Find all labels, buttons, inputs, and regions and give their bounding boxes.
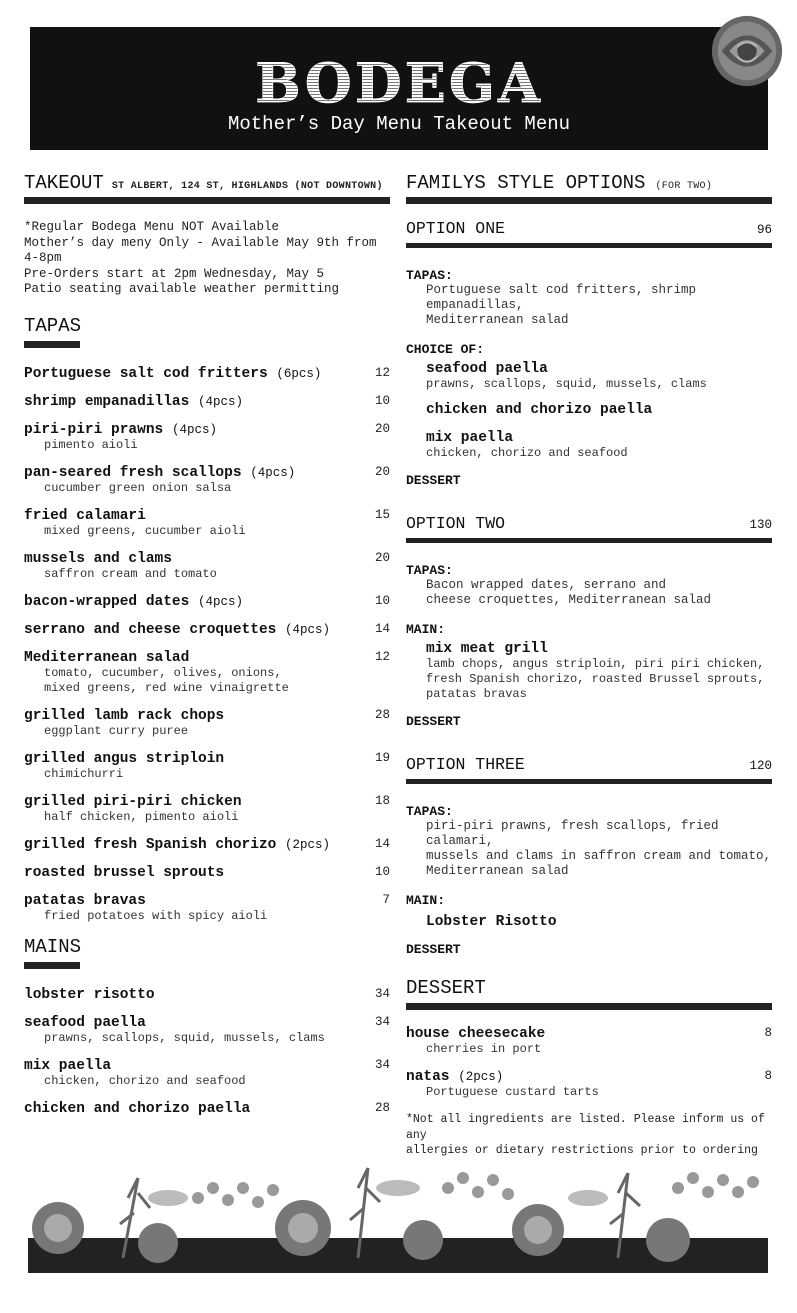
item-name <box>24 1058 390 1074</box>
option-three-main <box>406 914 772 930</box>
note-line: Mother’s day meny Only - Available May 9th from 4-8pm <box>24 235 377 265</box>
takeout-notes <box>24 220 390 298</box>
item-price: 7 <box>382 892 390 907</box>
option-three-tapas <box>406 819 772 879</box>
item-price: 34 <box>374 1014 390 1029</box>
family-note: (FOR TWO) <box>655 181 713 192</box>
item-price: 10 <box>374 593 390 608</box>
menu-item <box>24 751 390 782</box>
item-price: 8 <box>764 1026 772 1040</box>
item-name-text: grilled piri-piri chicken <box>24 793 242 810</box>
text-line: lamb chops, angus striploin, piri piri chicken, <box>426 657 765 671</box>
item-desc: Portuguese custard tarts <box>426 1085 599 1099</box>
item-name <box>24 708 390 724</box>
tapas-label: TAPAS: <box>406 804 453 819</box>
item-name-text: natas <box>406 1069 450 1085</box>
item-price: 10 <box>374 864 390 879</box>
menu-item <box>406 1069 772 1100</box>
text-line: Portuguese salt cod fritters, shrimp empanadillas, <box>426 283 697 312</box>
item-price: 34 <box>374 1057 390 1072</box>
text-line: Mediterranean salad <box>426 313 569 327</box>
takeout-locations: ST ALBERT, 124 ST, HIGHLANDS (NOT DOWNTOWN) <box>111 181 383 192</box>
option-one-heading <box>406 219 772 238</box>
option-one-price: 96 <box>756 223 772 237</box>
item-price: 20 <box>374 550 390 565</box>
main-label: MAIN: <box>406 622 446 637</box>
menu-subtitle: Mother’s Day Menu Takeout Menu <box>227 113 571 135</box>
item-qty: (2pcs) <box>285 837 331 852</box>
item-name-text: piri-piri prawns <box>24 421 164 438</box>
item-name-text: mix paella <box>24 1057 112 1074</box>
note-line: Patio seating available weather permitting <box>24 282 340 296</box>
item-price: 28 <box>374 1100 390 1115</box>
menu-item <box>24 865 390 881</box>
item-desc: eggplant curry puree <box>44 723 189 738</box>
item-qty: (4pcs) <box>285 622 331 637</box>
dessert-label: DESSERT <box>406 473 461 488</box>
item-name <box>24 794 390 810</box>
choice-name: chicken and chorizo paella <box>426 402 653 418</box>
item-desc: cherries in port <box>426 1042 542 1056</box>
menu-item <box>24 551 390 582</box>
item-name <box>24 1015 390 1031</box>
item-name <box>24 551 390 567</box>
menu-item <box>24 1015 390 1046</box>
divider <box>406 243 772 248</box>
item-price: 18 <box>374 793 390 808</box>
item-name <box>24 987 390 1003</box>
option-one-tapas <box>406 283 772 328</box>
item-name <box>24 394 390 410</box>
item-name-text: seafood paella <box>24 1014 146 1031</box>
item-qty: (2pcs) <box>458 1070 504 1084</box>
item-name <box>24 465 390 481</box>
dessert-title: DESSERT <box>406 977 486 999</box>
item-desc: prawns, scallops, squid, mussels, clams <box>44 1030 325 1045</box>
item-name <box>24 893 390 909</box>
divider <box>406 197 772 204</box>
left-column <box>24 172 390 1129</box>
item-name-text: serrano and cheese croquettes <box>24 621 277 638</box>
text-line: piri-piri prawns, fresh scallops, fried calamari, <box>426 819 719 848</box>
item-desc: chimichurri <box>44 766 124 781</box>
option-one-choices <box>406 361 772 461</box>
note-line: Pre-Orders start at 2pm Wednesday, May 5 <box>24 266 325 281</box>
item-name-text: bacon-wrapped dates <box>24 593 190 610</box>
floral-border <box>28 1158 768 1273</box>
menu-item <box>24 794 390 825</box>
divider <box>24 341 80 348</box>
item-name <box>406 1026 772 1042</box>
item-name <box>24 751 390 767</box>
tapas-label: TAPAS: <box>406 268 453 283</box>
item-desc: saffron cream and tomato <box>44 566 217 581</box>
right-column <box>406 172 772 1159</box>
item-price: 12 <box>374 365 390 380</box>
option-three-title: OPTION THREE <box>406 755 525 774</box>
item-desc: cucumber green onion salsa <box>44 480 232 495</box>
item-price: 12 <box>374 649 390 664</box>
dessert-label: DESSERT <box>406 714 461 729</box>
tapas-label: TAPAS: <box>406 563 453 578</box>
divider <box>406 1003 772 1010</box>
item-name-text: grilled lamb rack chops <box>24 707 225 724</box>
rose-icon <box>708 12 786 90</box>
divider <box>24 962 80 969</box>
menu-item <box>24 594 390 610</box>
note-line: *Regular Bodega Menu NOT Available <box>24 220 280 234</box>
item-desc: fried potatoes with spicy aioli <box>44 908 268 923</box>
family-title: FAMILYS STYLE OPTIONS <box>406 172 646 194</box>
item-desc: mixed greens, cucumber aioli <box>44 523 246 538</box>
text-line: patatas bravas <box>426 687 527 701</box>
item-price: 20 <box>374 464 390 479</box>
option-two-price: 130 <box>749 518 772 532</box>
text-line: Bacon wrapped dates, serrano and <box>426 578 667 592</box>
divider <box>24 197 390 204</box>
menu-item <box>24 893 390 924</box>
item-name <box>24 1101 390 1117</box>
option-three-heading <box>406 755 772 774</box>
option-two-tapas <box>406 578 772 608</box>
text-line: *Not all ingredients are listed. Please inform us of any <box>406 1113 765 1142</box>
item-price: 14 <box>374 836 390 851</box>
menu-item <box>24 708 390 739</box>
item-desc: mixed greens, red wine vinaigrette <box>44 680 289 695</box>
choice-name: mix paella <box>426 430 514 446</box>
item-name-text: roasted brussel sprouts <box>24 864 225 881</box>
item-price: 19 <box>374 750 390 765</box>
menu-item <box>24 1101 390 1117</box>
menu-item <box>24 837 390 853</box>
item-name <box>406 1069 772 1085</box>
item-name-text: Mediterranean salad <box>24 649 190 666</box>
item-desc: tomato, cucumber, olives, onions, <box>44 665 282 680</box>
item-desc: chicken, chorizo and seafood <box>44 1073 246 1088</box>
menu-item <box>24 422 390 453</box>
item-price: 10 <box>374 393 390 408</box>
item-price: 34 <box>374 986 390 1001</box>
main-desc <box>426 657 772 702</box>
item-name <box>24 422 390 438</box>
choice-name: seafood paella <box>426 361 548 377</box>
menu-item <box>24 1058 390 1089</box>
item-name-text: patatas bravas <box>24 892 146 909</box>
item-name-text: lobster risotto <box>24 986 155 1003</box>
item-name <box>24 594 390 610</box>
option-one-title: OPTION ONE <box>406 219 506 238</box>
item-name-text: chicken and chorizo paella <box>24 1100 251 1117</box>
text-line: Mediterranean salad <box>426 864 569 878</box>
menu-item <box>406 1026 772 1057</box>
item-desc: half chicken, pimento aioli <box>44 809 239 824</box>
family-heading <box>406 172 772 194</box>
tapas-title: TAPAS <box>24 314 82 337</box>
option-three-price: 120 <box>749 759 772 773</box>
item-name <box>24 837 390 853</box>
brand-logo: BODEGA <box>30 51 768 115</box>
item-price: 28 <box>374 707 390 722</box>
text-line: cheese croquettes, Mediterranean salad <box>426 593 712 607</box>
takeout-title: TAKEOUT <box>24 172 104 194</box>
menu-item <box>24 622 390 638</box>
text-line: allergies or dietary restrictions prior to ordering <box>406 1144 758 1157</box>
text-line: fresh Spanish chorizo, roasted Brussel sprouts, <box>426 672 765 686</box>
item-name-text: house cheesecake <box>406 1026 546 1042</box>
item-price: 14 <box>374 621 390 636</box>
item-name <box>24 622 390 638</box>
option-two-title: OPTION TWO <box>406 514 506 533</box>
item-name-text: fried calamari <box>24 507 146 524</box>
mains-title: MAINS <box>24 935 82 958</box>
item-price: 20 <box>374 421 390 436</box>
item-qty: (4pcs) <box>171 422 217 437</box>
menu-item <box>24 366 390 382</box>
main-name: Lobster Risotto <box>426 914 557 930</box>
menu-item <box>24 394 390 410</box>
item-qty: (4pcs) <box>198 394 244 409</box>
option-two-heading <box>406 514 772 533</box>
item-name-text: grilled fresh Spanish chorizo <box>24 836 277 853</box>
choice-desc: chicken, chorizo and seafood <box>426 446 628 460</box>
divider <box>406 538 772 543</box>
text-line: mussels and clams in saffron cream and tomato, <box>426 849 772 863</box>
item-name-text: grilled angus striploin <box>24 750 225 767</box>
item-qty: (4pcs) <box>198 594 244 609</box>
item-qty: (4pcs) <box>250 465 296 480</box>
dessert-list <box>406 1026 772 1100</box>
menu-item <box>24 650 390 696</box>
item-price: 8 <box>764 1069 772 1083</box>
main-label: MAIN: <box>406 893 446 908</box>
disclaimer <box>406 1112 772 1159</box>
item-price: 15 <box>374 507 390 522</box>
item-name <box>24 508 390 524</box>
item-name <box>24 366 390 382</box>
menu-item <box>24 987 390 1003</box>
option-two-main <box>406 641 772 702</box>
choice-desc: prawns, scallops, squid, mussels, clams <box>426 377 707 391</box>
header-banner <box>30 27 768 150</box>
item-name-text: mussels and clams <box>24 550 172 567</box>
item-qty: (6pcs) <box>276 366 322 381</box>
item-name-text: shrimp empanadillas <box>24 393 190 410</box>
mains-list <box>24 987 390 1117</box>
item-name-text: pan-seared fresh scallops <box>24 464 242 481</box>
menu-item <box>24 465 390 496</box>
choice-label: CHOICE OF: <box>406 342 485 357</box>
takeout-heading <box>24 172 390 194</box>
tapas-list <box>24 366 390 924</box>
main-name: mix meat grill <box>426 641 548 657</box>
divider <box>406 779 772 784</box>
item-name <box>24 650 390 666</box>
item-desc: pimento aioli <box>44 437 138 452</box>
item-name-text: Portuguese salt cod fritters <box>24 365 268 382</box>
item-name <box>24 865 390 881</box>
menu-item <box>24 508 390 539</box>
dessert-label: DESSERT <box>406 942 461 957</box>
